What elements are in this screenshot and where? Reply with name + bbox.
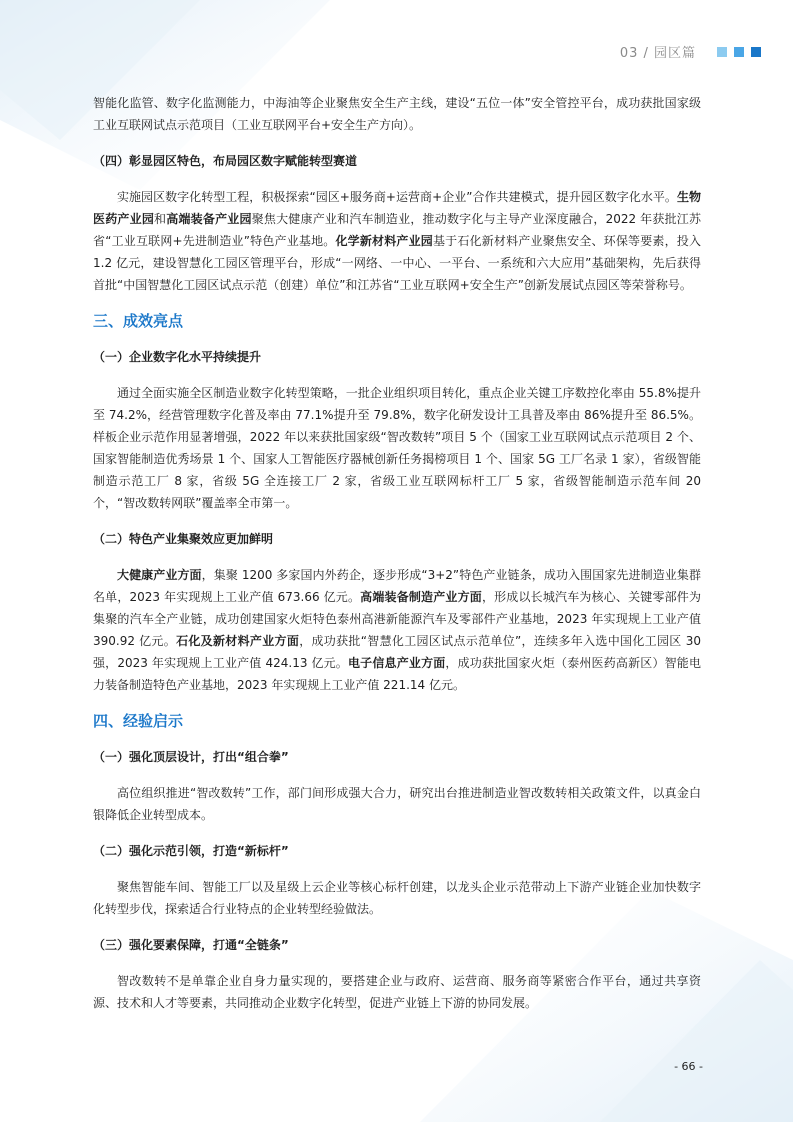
- digital-level-paragraph: 通过全面实施全区制造业数字化转型策略，一批企业组织项目转化，重点企业关键工序数控化率由 55.8%提升至 74.2%，经营管理数字化普及率由 77.1%提升至 79.8%，数字化研发设计工具普及率由 86%提升至 86.5%。样板企业示范作用显著增强，2022 年以来获批国家级“智改数转”项目 5 个（国家工业互联网试点示范项目 2 个、国家智能制造优秀场景 1 个、国家人工智能医疗器械创新任务揭榜项目 1 个、国家 5G 工厂名录 1 家），省级智能制造示范工厂 8 家，省级 5G 全连接工厂 2 家，省级工业互联网标杆工厂 5 家，省级智能制造示范车间 20 个，“智改数转网联”覆盖率全市第一。: [93, 386, 701, 510]
- bold-run: 高端装备产业园: [166, 212, 252, 226]
- text-run: ，成功获批国家火炬（泰州医药高新区）智能电力装备制造特色产业基地，2023 年实现规上工业产值 221.14 亿元。: [93, 656, 701, 692]
- section-heading-4: 四、经验启示: [93, 712, 184, 730]
- page-number: - 66 -: [674, 1060, 703, 1073]
- subsection-heading-4: （四）彰显园区特色，布局园区数字赋能转型赛道: [93, 154, 358, 168]
- section-label: 03 / 园区篇: [619, 46, 696, 61]
- bold-run: 石化及新材料产业方面: [176, 634, 300, 648]
- park-feature-paragraph: [93, 186, 701, 296]
- factor-guarantee-paragraph: 智改数转不是单靠企业自身力量实现的，要搭建企业与政府、运营商、服务商等紧密合作平台，通过共享资源、技术和人才等要素，共同推动企业数字化转型，促进产业链上下游的协同发展。: [93, 974, 701, 1010]
- subsection-heading-4-1: （一）强化顶层设计，打出“组合拳”: [93, 750, 289, 764]
- intro-paragraph: 智能化监管、数字化监测能力，中海油等企业聚焦安全生产主线，建设“五位一体”安全管控平台，成功获批国家级工业互联网试点示范项目（工业互联网平台+安全生产方向）。: [93, 96, 701, 132]
- subsection-heading-3-1: （一）企业数字化水平持续提升: [93, 350, 262, 364]
- decor-square-mid: [734, 47, 744, 57]
- subsection-heading-4-2: （二）强化示范引领，打造“新标杆”: [93, 844, 289, 858]
- text-run: 实施园区数字化转型工程，积极探索“园区+服务商+运营商+企业”合作共建模式，提升园区数字化水平。: [117, 190, 677, 204]
- decor-square-light: [717, 47, 727, 57]
- subsection-heading-4-3: （三）强化要素保障，打通“全链条”: [93, 938, 289, 952]
- bold-run: 生物医药产业园: [93, 190, 701, 226]
- text-run: ，集聚 1200 多家国内外药企，逐步形成“3+2”特色产业链条，成功入围国家先进制造业集群名单，2023 年实现规上工业产值 673.66 亿元。: [93, 568, 701, 604]
- bold-run: 化学新材料产业园: [335, 234, 433, 248]
- subsection-heading-3-2: （二）特色产业集聚效应更加鲜明: [93, 532, 274, 546]
- bold-run: 大健康产业方面: [117, 568, 202, 582]
- text-run: 和: [154, 212, 167, 226]
- page-header: [620, 42, 761, 61]
- text-run: ，形成以长城汽车为核心、关键零部件为集聚的汽车全产业链，成功创建国家火炬特色泰州高港新能源汽车及零部件产业基地，2023 年实现规上工业产值 390.92 亿元。: [93, 590, 701, 648]
- text-run: ，成功获批“智慧化工园区试点示范单位”，连续多年入选中国化工园区 30 强，2023 年实现规上工业产值 424.13 亿元。: [93, 634, 701, 670]
- section-heading-3: 三、成效亮点: [93, 312, 184, 330]
- bold-run: 高端装备制造产业方面: [360, 590, 482, 604]
- text-run: 聚焦大健康产业和汽车制造业，推动数字化与主导产业深度融合，2022 年获批江苏省“工业互联网+先进制造业”特色产业基地。: [93, 212, 701, 248]
- text-run: 基于石化新材料产业聚焦安全、环保等要素，投入 1.2 亿元，建设智慧化工园区管理平台，形成“一网络、一中心、一平台、一系统和六大应用”基础架构，先后获得首批“中国智慧化工园区试点示范（创建）单位”和江苏省“工业互联网+安全生产”创新发展试点园区等荣誉称号。: [93, 234, 701, 292]
- demonstration-paragraph: 聚焦智能车间、智能工厂以及星级上云企业等核心标杆创建，以龙头企业示范带动上下游产业链企业加快数字化转型步伐，探索适合行业特点的企业转型经验做法。: [93, 880, 701, 916]
- decor-square-dark: [751, 47, 761, 57]
- top-design-paragraph: 高位组织推进“智改数转”工作，部门间形成强大合力，研究出台推进制造业智改数转相关政策文件，以真金白银降低企业转型成本。: [93, 786, 701, 822]
- bold-run: 电子信息产业方面: [348, 656, 446, 670]
- page-content: [93, 92, 701, 1014]
- industry-cluster-paragraph: [93, 564, 701, 696]
